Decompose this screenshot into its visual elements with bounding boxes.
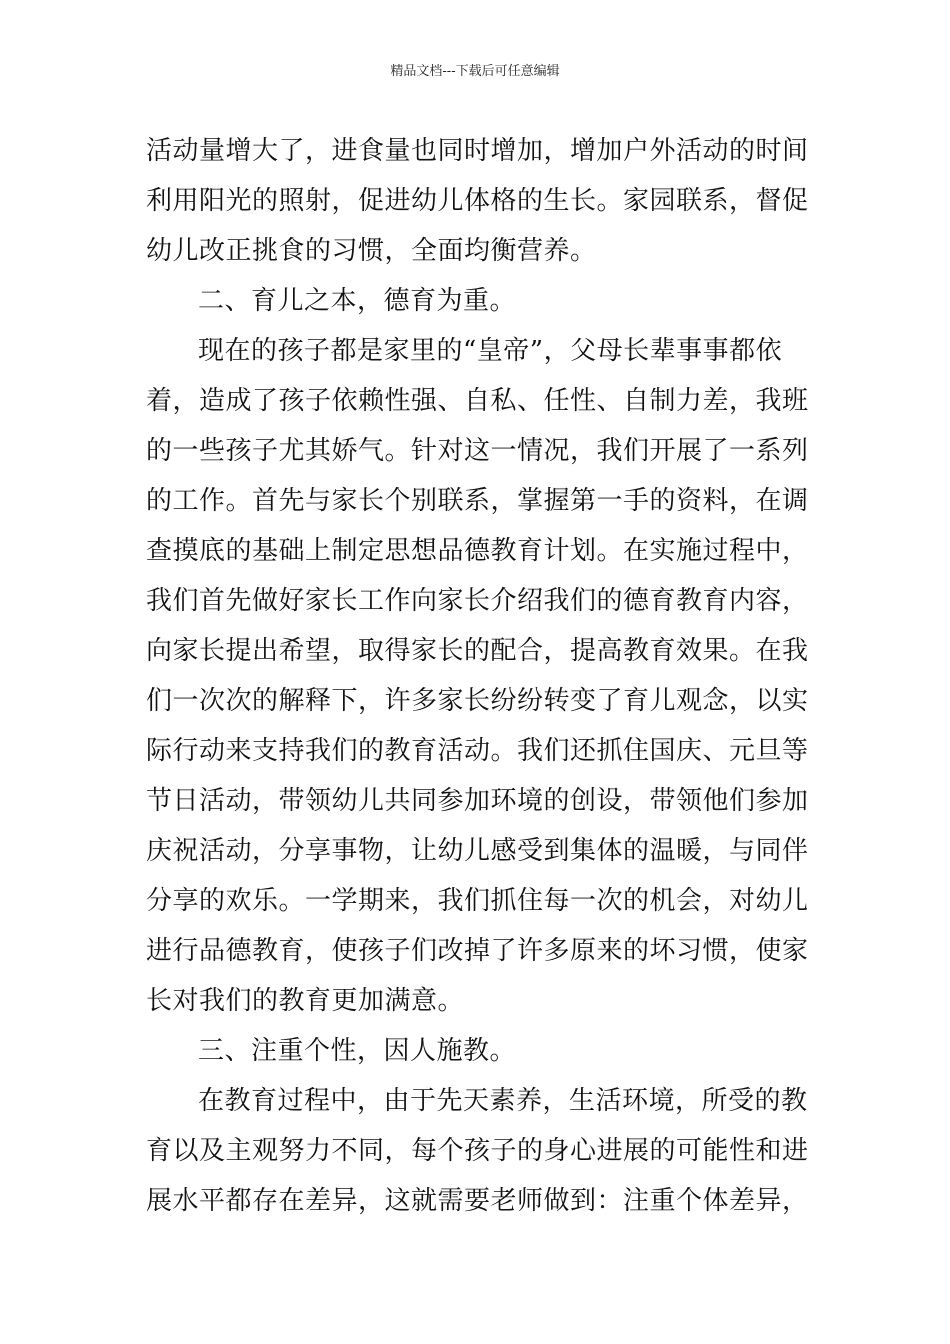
text-line: 向家长提出希望，取得家长的配合，提高教育效果。在我	[146, 636, 809, 666]
section-heading: 二、育儿之本，德育为重。	[198, 286, 517, 316]
text-line: 们一次次的解释下，许多家长纷纷转变了育儿观念，以实	[146, 686, 809, 716]
text-line: 利用阳光的照射，促进幼儿体格的生长。家园联系，督促	[146, 186, 809, 216]
text-line: 查摸底的基础上制定思想品德教育计划。在实施过程中，	[146, 536, 809, 566]
text-line: 我们首先做好家长工作向家长介绍我们的德育教育内容，	[146, 586, 809, 616]
text-line: 现在的孩子都是家里的“皇帝”，父母长辈事事都依	[198, 336, 783, 366]
text-line: 着，造成了孩子依赖性强、自私、任性、自制力差，我班	[146, 386, 809, 416]
text-line: 育以及主观努力不同，每个孩子的身心进展的可能性和进	[146, 1136, 809, 1166]
text-line: 进行品德教育，使孩子们改掉了许多原来的坏习惯，使家	[146, 936, 809, 966]
text-line: 节日活动，带领幼儿共同参加环境的创设，带领他们参加	[146, 786, 809, 816]
document-body	[146, 126, 809, 1226]
text-line: 活动量增大了，进食量也同时增加，增加户外活动的时间	[146, 136, 809, 166]
text-line: 展水平都存在差异，这就需要老师做到：注重个体差异，	[146, 1186, 809, 1216]
text-line: 在教育过程中，由于先天素养，生活环境，所受的教	[198, 1086, 808, 1116]
text-line: 的工作。首先与家长个别联系，掌握第一手的资料，在调	[146, 486, 809, 516]
section-heading: 三、注重个性，因人施教。	[198, 1036, 517, 1066]
text-line: 长对我们的教育更加满意。	[146, 986, 465, 1016]
text-line: 的一些孩子尤其娇气。针对这一情况，我们开展了一系列	[146, 436, 809, 466]
text-line: 庆祝活动，分享事物，让幼儿感受到集体的温暖，与同伴	[146, 836, 809, 866]
text-line: 际行动来支持我们的教育活动。我们还抓住国庆、元旦等	[146, 736, 809, 766]
text-line: 分享的欢乐。一学期来，我们抓住每一次的机会，对幼儿	[146, 886, 809, 916]
text-line: 幼儿改正挑食的习惯，全面均衡营养。	[146, 236, 597, 266]
page-header: 精品文档---下载后可任意编辑	[390, 64, 560, 79]
